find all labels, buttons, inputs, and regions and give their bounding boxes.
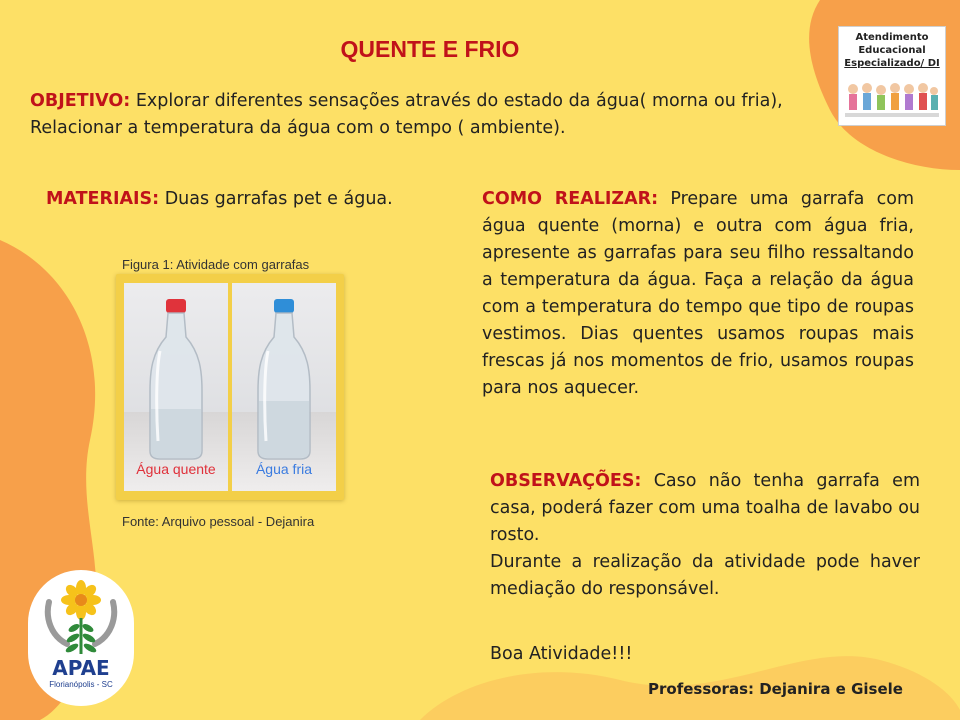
bottle-icon	[254, 291, 314, 461]
materiais-label: MATERIAIS:	[46, 189, 160, 209]
bottle-icon	[146, 291, 206, 461]
aee-badge-text: Atendimento Educacional Especializado/ DI	[844, 32, 940, 69]
objetivo-text: Explorar diferentes sensações através do estado da água( morna ou fria), Relacionar a temperatura da água com o tempo ( ambiente).	[30, 91, 783, 138]
aee-badge	[838, 26, 946, 126]
observacoes-text-1: Caso não tenha garrafa em casa, poderá fazer com uma toalha de lavabo ou rosto.	[490, 471, 920, 545]
apae-city: Florianópolis - SC	[49, 680, 113, 689]
figure-caption: Figura 1: Atividade com garrafas	[122, 257, 310, 272]
bottles-photo	[116, 274, 344, 500]
cold-water-label: Água fria	[255, 461, 313, 477]
objetivo-label: OBJETIVO:	[30, 91, 131, 111]
professoras-credit: Professoras: Dejanira e Gisele	[648, 680, 903, 698]
como-realizar-paragraph	[482, 186, 914, 402]
materiais-paragraph	[46, 186, 446, 213]
children-illustration-icon	[845, 79, 939, 121]
closing-text: Boa Atividade!!!	[490, 644, 633, 664]
warm-water-label: Água quente	[136, 461, 216, 477]
objetivo-paragraph	[30, 88, 790, 142]
red-cap	[166, 299, 186, 313]
como-realizar-label: COMO REALIZAR:	[482, 189, 659, 209]
observacoes-label: OBSERVAÇÕES:	[490, 471, 642, 491]
materiais-text: Duas garrafas pet e água.	[159, 189, 393, 209]
blue-cap	[274, 299, 294, 313]
observacoes-text-2: Durante a realização da atividade pode haver mediação do responsável.	[490, 552, 920, 599]
warm-bottle-photo	[124, 283, 228, 491]
page-title: QUENTE E FRIO	[340, 36, 520, 62]
como-realizar-text: Prepare uma garrafa com água quente (morna) e outra com água fria, apresente as garrafas para seu filho ressaltando a temperatura da água. Faça a relação da água com a temperatura do tempo que tipo de roupas vestimos. Dias quentes usamos roupas mais frescas já nos momentos de frio, usamos roupas para nos aquecer.	[482, 189, 914, 398]
apae-name: APAE	[52, 656, 110, 680]
apae-logo	[28, 570, 134, 706]
cold-bottle-photo	[232, 283, 336, 491]
observacoes-paragraph	[490, 468, 920, 603]
flower-hands-icon	[41, 578, 121, 658]
figure-source: Fonte: Arquivo pessoal - Dejanira	[122, 514, 315, 529]
